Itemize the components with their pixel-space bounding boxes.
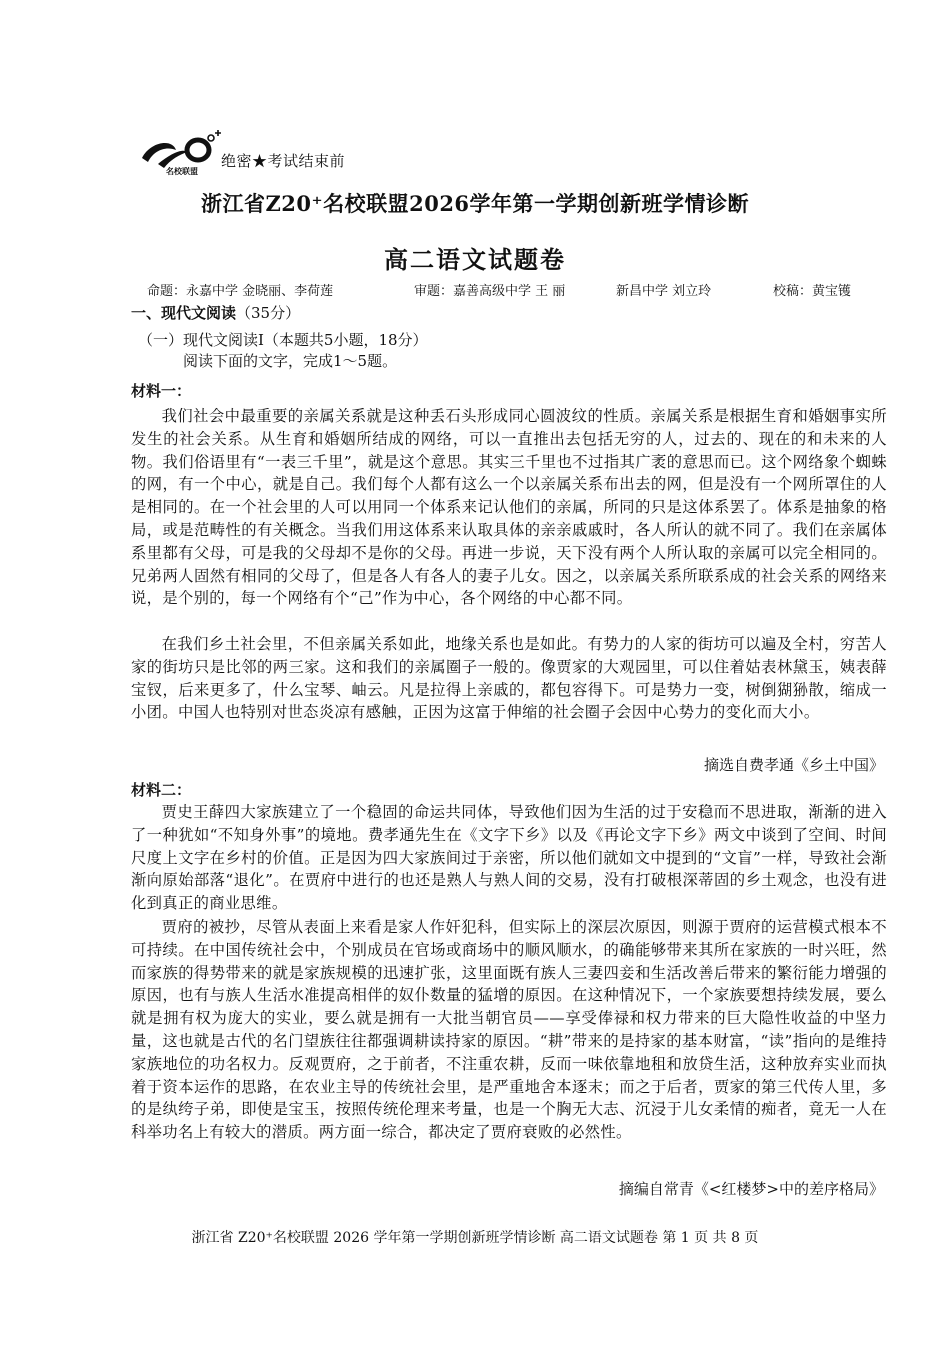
material-1-paragraph-2: 在我们乡土社会里，不但亲属关系如此，地缘关系也是如此。有势力的人家的街坊可以遍及全村，穷苦人家的街坊只是比邻的两三家。这和我们的亲属圈子一般的。像贾家的大观园里，可以住着姑表林黛玉，姨表薛宝钗，后来更多了，什么宝琴、岫云。凡是拉得上亲戚的，都包容得下。可是势力一变，树倒猢狲散，缩成一小团。中国人也特别对世态炎凉有感触，正因为这富于伸缩的社会圈子会因中心势力的变化而大小。 xyxy=(131,635,887,722)
credit-reviewer: 审题：嘉善高级中学 王 丽 xyxy=(414,284,566,299)
logo-text: 名校联盟 xyxy=(166,166,198,176)
subsection-heading: （一）现代文阅读Ⅰ（本题共5小题，18分） xyxy=(138,331,428,349)
page-footer: 浙江省 Z20⁺名校联盟 2026 学年第一学期创新班学情诊断 高二语文试题卷 第 1 页 共 8 页 xyxy=(191,1230,759,1246)
section-points: （35分） xyxy=(236,304,301,322)
material-1-heading: 材料一： xyxy=(131,382,192,400)
material-1-paragraph-1: 我们社会中最重要的亲属关系就是这种丢石头形成同心圆波纹的性质。亲属关系是根据生育和婚姻事实所发生的社会关系。从生育和婚姻所结成的网络，可以一直推出去包括无穷的人，过去的、现在的和未来的人物。我们俗语里有“一表三千里”，就是这个意思。其实三千里也不过指其广袤的意思而已。这个网络象个蜘蛛的网，有一个中心，就是自己。我们每个人都有这么一个以亲属关系布出去的网，但是没有一个网所罩住的人是相同的。在一个社会里的人可以用同一个体系来记认他们的亲属，所同的只是这体系罢了。体系是抽象的格局，或是范畴性的有关概念。当我们用这体系来认取具体的亲亲戚戚时，各人所认的就不同了。我们在亲属体系里都有父母，可是我的父母却不是你的父母。再进一步说，天下没有两个人所认取的亲属可以完全相同的。兄弟两人固然有相同的父母了，但是各人有各人的妻子儿女。因之，以亲属关系所联系成的社会关系的网络来说，是个别的，每一个网络有个“己”作为中心，各个网络的中心都不同。 xyxy=(131,407,887,608)
exam-main-title: 浙江省Z20⁺名校联盟2026学年第一学期创新班学情诊断 xyxy=(200,191,750,216)
material-2-paragraph-2: 贾府的被抄，尽管从表面上来看是家人作奸犯科，但实际上的深层次原因，则源于贾府的运营模式根本不可持续。在中国传统社会中，个别成员在官场或商场中的顺风顺水，的确能够带来其所在家族的一时兴旺，然而家族的得势带来的就是家族规模的迅速扩张，这里面既有族人三妻四妾和生活改善后带来的繁衍能力增强的原因，也有与族人生活水准提高相伴的奴仆数量的猛增的原因。在这种情况下，一个家族要想持续发展，要么就是拥有权为庞大的实业，要么就是拥有一大批当朝官员——享受俸禄和权力带来的巨大隐性收益的中坚力量，这也就是古代的名门望族往往都强调耕读持家的原因。“耕”带来的是持家的基本财富，“读”指向的是维持家族地位的功名权力。反观贾府，之于前者，不注重农耕，反而一味依靠地租和放贷生活，这种放弃实业而执着于资本运作的思路，在农业主导的传统社会里，是严重地舍本逐末；而之于后者，贾家的第三代传人里，多的是纨绔子弟，即使是宝玉，按照传统伦理来考量，也是一个胸无大志、沉浸于儿女柔情的痴者，竟无一人在科举功名上有较大的潜质。两方面一综合，都决定了贾府衰败的必然性。 xyxy=(131,918,887,1142)
reading-instruction: 阅读下面的文字，完成1～5题。 xyxy=(183,352,398,370)
credit-author: 命题：永嘉中学 金晓丽、李荷莲 xyxy=(147,284,334,299)
material-1-source: 摘选自费孝通《乡土中国》 xyxy=(703,756,884,774)
alliance-logo xyxy=(136,128,226,184)
exam-sub-title: 高二语文试题卷 xyxy=(384,245,566,274)
material-2-source: 摘编自常青《<红楼梦>中的差序格局》 xyxy=(618,1180,884,1198)
credit-proofreader: 校稿：黄宝镬 xyxy=(773,284,852,299)
section-heading xyxy=(131,302,300,323)
section-title: 一、现代文阅读 xyxy=(131,304,237,322)
secret-mark: 绝密★考试结束前 xyxy=(221,152,346,170)
material-2-paragraph-1: 贾史王薛四大家族建立了一个稳固的命运共同体，导致他们因为生活的过于安稳而不思进取，渐渐的进入了一种犹如“不知身外事”的境地。费孝通先生在《文字下乡》以及《再论文字下乡》两文中谈到了空间、时间尺度上文字在乡村的价值。正是因为四大家族间过于亲密，所以他们就如文中提到的“文盲”一样，导致社会渐渐向原始部落“退化”。在贾府中进行的也还是熟人与熟人间的交易，没有打破根深蒂固的乡土观念，也没有进化到真正的商业思维。 xyxy=(131,803,887,913)
material-2-heading: 材料二： xyxy=(131,781,192,799)
credit-reviewer-2: 新昌中学 刘立玲 xyxy=(616,284,712,299)
